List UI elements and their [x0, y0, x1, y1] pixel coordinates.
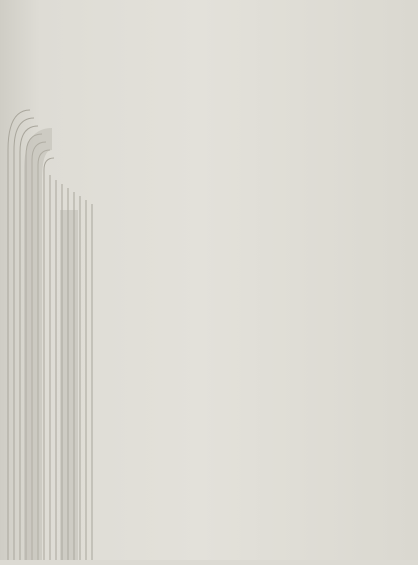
- decorative-letter-graphic: [0, 0, 110, 560]
- masthead: [122, 2, 414, 24]
